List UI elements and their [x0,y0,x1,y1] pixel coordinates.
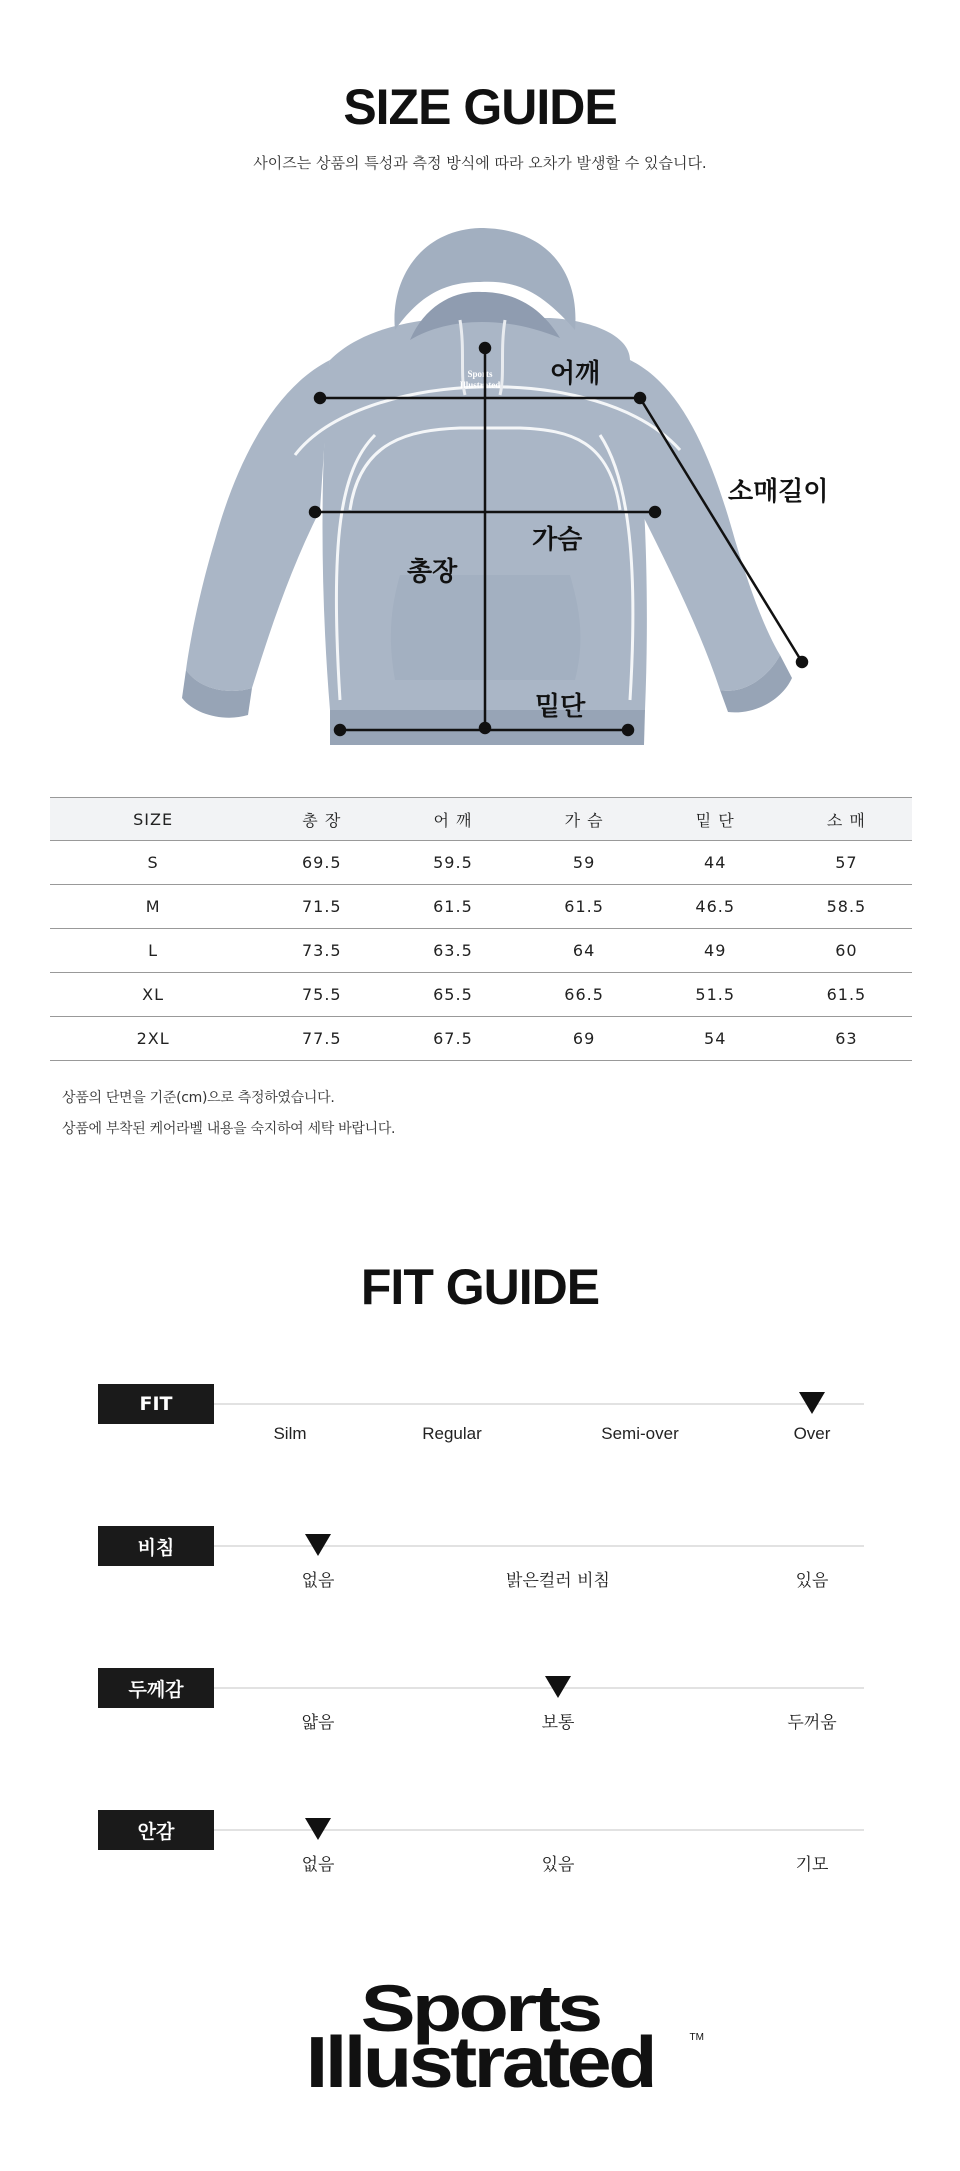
table-cell: M [50,885,256,929]
fit-selected-marker-icon [305,1534,331,1556]
table-cell: S [50,841,256,885]
table-header: 어 깨 [387,798,518,841]
table-cell: 61.5 [387,885,518,929]
hoodie-illustration [182,228,792,745]
fit-selected-marker-icon [305,1818,331,1840]
fit-selected-marker-icon [799,1392,825,1414]
table-cell: 75.5 [256,973,387,1017]
fit-option: 있음 [795,1571,829,1591]
shoulder-label: 어깨 [550,359,601,389]
fit-option: Over [793,1424,831,1443]
table-cell: 64 [519,929,650,973]
fit-option: 없음 [301,1571,335,1591]
table-cell: 2XL [50,1017,256,1061]
fit-scale-line [214,1687,864,1689]
table-row [50,1017,912,1061]
trademark-mark: TM [689,2032,704,2043]
table-cell: 63.5 [387,929,518,973]
table-row [50,929,912,973]
fit-option: 얇음 [301,1713,335,1733]
size-table [50,797,912,1061]
table-cell: 58.5 [781,885,912,929]
table-cell: 71.5 [256,885,387,929]
table-cell: 73.5 [256,929,387,973]
table-cell: 54 [650,1017,781,1061]
table-cell: 77.5 [256,1017,387,1061]
chest-label: 가슴 [532,525,583,555]
table-cell: 60 [781,929,912,973]
logo-line2: Illustrated [305,2023,655,2103]
fit-option: Silm [273,1424,307,1443]
table-cell: 69 [519,1017,650,1061]
table-row [50,841,912,885]
fit-guide-title: FIT GUIDE [360,1259,600,1315]
table-cell: 67.5 [387,1017,518,1061]
length-label: 총장 [407,557,458,587]
table-cell: 63 [781,1017,912,1061]
table-cell: 66.5 [519,973,650,1017]
table-cell: 59.5 [387,841,518,885]
table-cell: 59 [519,841,650,885]
fit-selected-marker-icon [545,1676,571,1698]
size-guide-subtitle: 사이즈는 상품의 특성과 측정 방식에 따라 오차가 발생할 수 있습니다. [253,154,707,172]
fit-scale-line [214,1403,864,1405]
fit-option: 보통 [541,1713,575,1733]
table-header: 가 슴 [519,798,650,841]
table-header: 소 매 [781,798,912,841]
table-cell: 51.5 [650,973,781,1017]
fit-option: 있음 [541,1855,575,1875]
logo-line1: Sports [360,1971,600,2045]
fit-option: 기모 [795,1855,829,1875]
care-label-note: 상품에 부착된 케어라벨 내용을 숙지하여 세탁 바랍니다. [62,1121,396,1137]
table-cell: L [50,929,256,973]
table-header: SIZE [50,798,256,841]
fit-row-label: FIT [98,1384,214,1424]
table-header: 총 장 [256,798,387,841]
table-cell: 61.5 [519,885,650,929]
measurement-note: 상품의 단면을 기준(cm)으로 측정하였습니다. [62,1090,335,1106]
hem-label: 밑단 [535,692,586,722]
fit-option: 밝은컬러 비침 [506,1571,610,1591]
sports-illustrated-logo [240,1970,720,2103]
fit-row-thickness [0,1668,960,1748]
fit-row-lining [0,1810,960,1890]
size-guide-title: SIZE GUIDE [343,79,617,135]
table-cell: 44 [650,841,781,885]
fit-row-sheerness [0,1526,960,1606]
table-cell: 49 [650,929,781,973]
chest-print-line1: Sports [467,369,493,379]
table-cell: 69.5 [256,841,387,885]
table-row [50,973,912,1017]
chest-print-line2: Illustrated [459,380,501,390]
table-cell: 57 [781,841,912,885]
fit-row-label: 두께감 [98,1668,214,1708]
table-header: 밑 단 [650,798,781,841]
fit-option: Regular [422,1424,482,1443]
fit-option: 없음 [301,1855,335,1875]
size-table-header-row [50,798,912,841]
fit-row-fit [0,1384,960,1464]
fit-row-label: 비침 [98,1526,214,1566]
table-cell: 65.5 [387,973,518,1017]
table-cell: 46.5 [650,885,781,929]
sleeve-label: 소매길이 [728,477,829,507]
hoodie-measurement-diagram [160,210,840,770]
fit-row-label: 안감 [98,1810,214,1850]
fit-option: Semi-over [601,1424,679,1443]
table-row [50,885,912,929]
fit-option: 두꺼움 [787,1713,837,1733]
table-cell: 61.5 [781,973,912,1017]
table-cell: XL [50,973,256,1017]
